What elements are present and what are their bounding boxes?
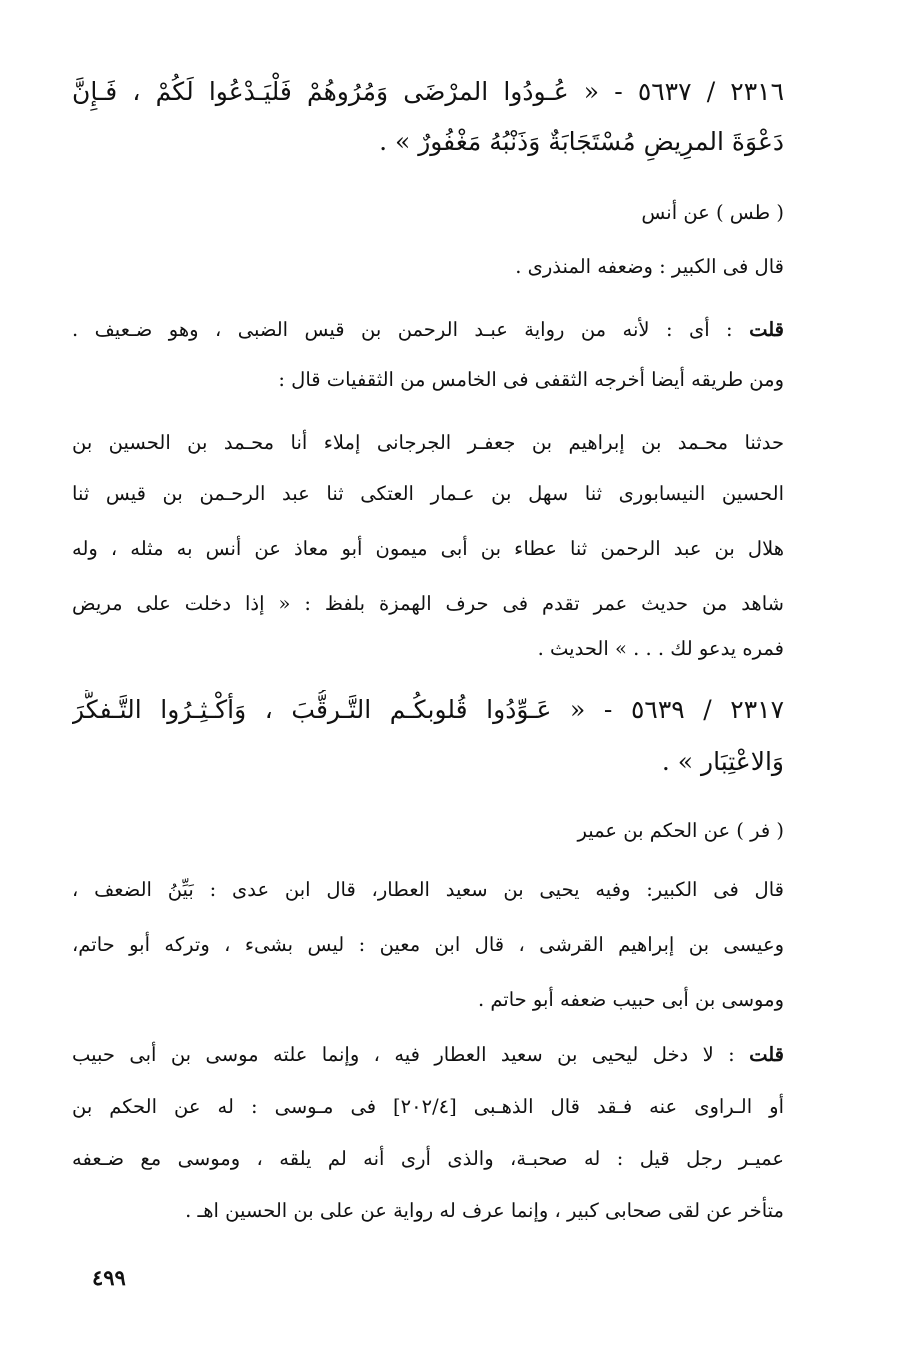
- qultu-text: : لا دخل ليحيى بن سعيد العطار فيه ، وإنما علته موسى بن أبى حبيب: [72, 1043, 735, 1066]
- page-number: ٤٩٩: [92, 1265, 126, 1290]
- qultu-2316-line2: ومن طريقه أيضا أخرجه الثقفى فى الخامس من الثقفيات قال :: [278, 368, 784, 391]
- qultu-2317-line3: عميـر رجل قيل : له صحبـة، والذى أرى أنه لم يلقه ، وموسى مع ضـعفه: [72, 1147, 784, 1170]
- qultu-2317-line1: [72, 1040, 784, 1070]
- qultu-2317-line2: أو الـراوى عنه فـقد قال الذهـبى [٢٠٢/٤] فى مـوسى : له عن الحكم بن: [72, 1095, 784, 1118]
- source-2316: ( طس ) عن أنس: [641, 201, 784, 224]
- isnad-line4: شاهد من حديث عمر تقدم فى حرف الهمزة بلفظ : « إذا دخلت على مريض: [72, 592, 784, 615]
- source-2317: ( فر ) عن الحكم بن عمير: [577, 819, 784, 842]
- kabir-2317-line2: وعيسى بن إبراهيم القرشى ، قال ابن معين : ليس بشىء ، وتركه أبو حاتم،: [72, 933, 784, 956]
- isnad-line5: فمره يدعو لك . . . » الحديث .: [537, 637, 784, 660]
- hadith-2317-line2: وَالاعْتِبَار » .: [661, 747, 784, 776]
- hadith-2316-line2: دَعْوَةَ المرِيضِ مُسْتَجَابَةٌ وَذَنْبُهُ مَغْفُورٌ » .: [379, 127, 784, 156]
- qultu-label: قلت: [749, 318, 784, 341]
- isnad-line3: هلال بن عبد الرحمن ثنا عطاء بن أبى ميمون أبو معاذ عن أنس به مثله ، وله: [72, 537, 784, 560]
- qultu-label: قلت: [749, 1043, 784, 1066]
- isnad-line2: الحسين النيسابورى ثنا سهل بن عـمار العتكى ثنا عبد الرحـمن بن قيس ثنا: [72, 482, 784, 505]
- isnad-line1: حدثنا محـمد بن إبراهيم بن جعفـر الجرجانى إملاء أنا محـمد بن الحسين بن: [72, 431, 784, 454]
- qultu-text: : أى : لأنه من رواية عبـد الرحمن بن قيس الضبى ، وهو ضـعيف .: [72, 318, 733, 341]
- qultu-2317-line4: متأخر عن لقى صحابى كبير ، وإنما عرف له رواية عن على بن الحسين اهـ .: [185, 1199, 784, 1222]
- qultu-2316-line1: [72, 315, 784, 345]
- hadith-2317-line1: ٢٣١٧ / ٥٦٣٩ - « عَـوِّدُوا قُلوبكُـم التَّـرقُّبَ ، وَأكْـثِـرُوا التَّـفكُّرَ: [72, 695, 784, 724]
- hadith-2316-line1: ٢٣١٦ / ٥٦٣٧ - « عُـودُوا المرْضَى وَمُرُوهُمْ فَلْيَـدْعُوا لَكُمْ ، فَـإِنَّ: [72, 77, 784, 106]
- kabir-2317-line3: وموسى بن أبى حبيب ضعفه أبو حاتم .: [477, 988, 784, 1011]
- kabir-2316: قال فى الكبير : وضعفه المنذرى .: [515, 255, 784, 278]
- kabir-2317-line1: قال فى الكبير: وفيه يحيى بن سعيد العطار، قال ابن عدى : بَيِّنُ الضعف ،: [72, 878, 784, 901]
